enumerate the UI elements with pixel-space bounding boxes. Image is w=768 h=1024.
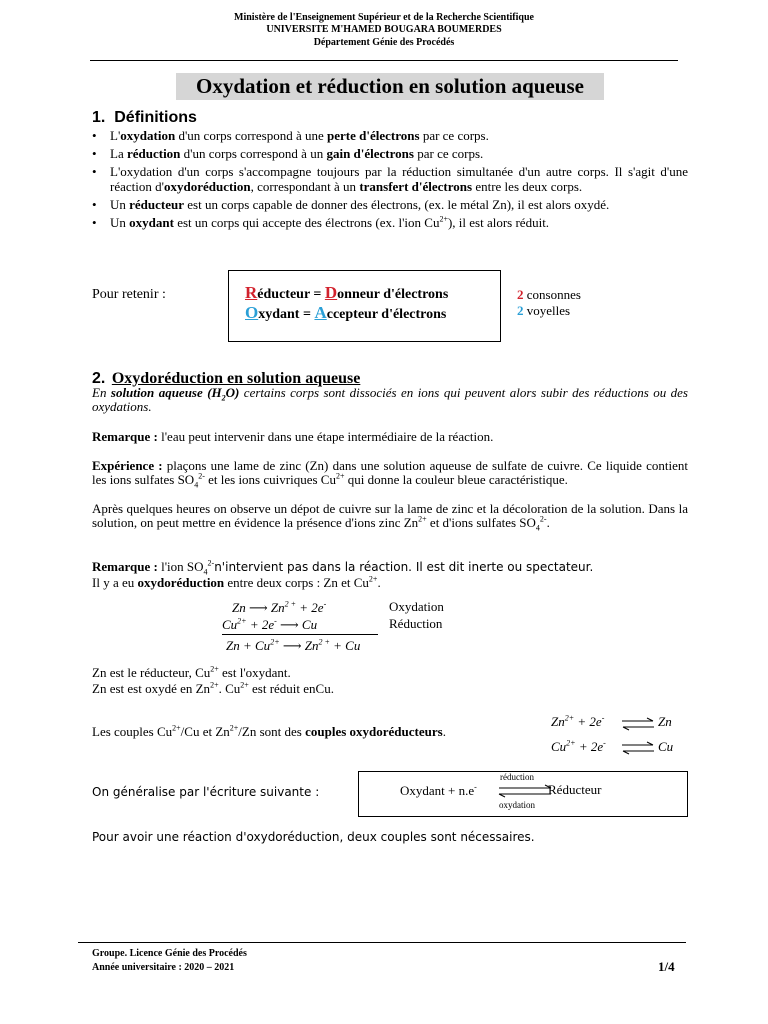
general-equation-box xyxy=(358,771,688,817)
label-oxydation: Oxydation xyxy=(389,599,444,614)
footer-group: Groupe. Licence Génie des Procédés xyxy=(92,948,247,959)
couple-zn-product: Zn xyxy=(658,714,672,729)
equation-oxydation: Zn ⟶ $Zn^{2 +} + 2e^-$ xyxy=(232,599,327,615)
definition-oxydant: • Un oxydant est un corps qui accepte des électrons (ex. l'ion $Cu^{2+}$), il est alors réduit. xyxy=(92,215,688,230)
couple-cu-equation: $Cu^{2+} + 2e^-$ xyxy=(551,738,606,754)
section-1-title: Définitions xyxy=(114,109,197,126)
definition-oxydoreduction: • L'oxydation d'un corps s'accompagne toujours par la réduction simultanée d'un autre corps. Il s'agit d'une réaction d'oxydoréduction, correspondant à un transfert d'électrons entre les deux corps. xyxy=(92,164,688,194)
equilibrium-arrow-icon xyxy=(620,741,656,755)
general-arrow-bottom-label: oxydation xyxy=(499,800,535,810)
section-2-number: 2. xyxy=(92,370,106,387)
definitions-list xyxy=(92,128,688,233)
equation-sum-rule xyxy=(222,634,378,635)
apres-paragraph: Après quelques heures on observe un dépot de cuivre sur la lame de zinc et la décoloration de la solution. Dans la solution, on peut mettre en évidence la présence d'ions zinc $Zn^{2+}$ et d'ions sulfates $SO_4^{2-}$. xyxy=(92,501,688,533)
label-reduction: Réduction xyxy=(389,616,443,631)
general-arrow-top-label: réduction xyxy=(500,772,534,782)
section-1-number: 1. xyxy=(92,109,106,126)
retenir-line-reducteur: Réducteur = Donneur d'électrons xyxy=(245,283,449,302)
equilibrium-arrow-icon xyxy=(497,784,553,798)
retenir-box xyxy=(228,270,501,342)
definition-reduction: • La réduction d'un corps correspond à un gain d'électrons par ce corps. xyxy=(92,146,688,161)
equilibrium-arrow-icon xyxy=(620,717,656,731)
remarque-eau: Remarque : l'eau peut intervenir dans une étape intermédiaire de la réaction. xyxy=(92,429,494,444)
header-ministry: Ministère de l'Enseignement Supérieur et de la Recherche Scientifique xyxy=(234,12,534,23)
page-title: Oxydation et réduction en solution aqueuse xyxy=(176,73,604,100)
header-rule xyxy=(90,60,678,61)
zn-reducteur-line: Zn est le réducteur, $Cu^{2+}$ est l'oxydant. xyxy=(92,664,291,680)
section-2-title: Oxydoréduction en solution aqueuse xyxy=(111,370,361,387)
equation-bilan: $Zn + Cu^{2+}$ ⟶ $Zn^{2 +} + Cu$ xyxy=(226,637,361,653)
section-2-intro: En solution aqueuse $(H_2O)$ certains corps sont dissociés en ions qui peuvent alors subir des réductions ou des oxydations. xyxy=(92,385,688,414)
equation-reduction: $Cu^{2+} + 2e^-$ ⟶ Cu xyxy=(222,616,318,632)
section-1-heading xyxy=(92,109,197,127)
header-university: UNIVERSITE M'HAMED BOUGARA BOUMERDES xyxy=(266,24,502,35)
retenir-voyelles: 2 voyelles xyxy=(517,303,571,318)
footer-year: Année universitaire : 2020 – 2021 xyxy=(92,962,235,973)
experience-paragraph: Expérience : plaçons une lame de zinc (Zn) dans une solution aqueuse de sulfate de cuivre. Ce liquide contient les ions sulfates $SO_4^{2-}$ et les ions cuivriques $Cu^{2+}$ qui donne la couleur bleue caractéristique. xyxy=(92,458,688,490)
generalise-text: On généralise par l'écriture suivante : xyxy=(92,785,320,799)
general-right: Réducteur xyxy=(548,782,602,797)
definition-oxydation: • L'oxydation d'un corps correspond à une perte d'électrons par ce corps. xyxy=(92,128,688,143)
couple-zn-equation: $Zn^{2+} + 2e^-$ xyxy=(551,713,605,729)
header-department: Département Génie des Procédés xyxy=(313,37,455,48)
general-left: Oxydant + n.e- xyxy=(400,782,477,798)
retenir-line-oxydant: Oxydant = Accepteur d'électrons xyxy=(245,303,447,322)
definition-reducteur: • Un réducteur est un corps capable de donner des électrons, (ex. le métal Zn), il est alors oxydé. xyxy=(92,197,688,212)
zn-oxyde-line: Zn est est oxydé en $Zn^{2+}$. $Cu^{2+}$ est réduit enCu. xyxy=(92,680,334,696)
retenir-consonnes: 2 consonnes xyxy=(517,287,581,302)
page-number: 1/4 xyxy=(658,959,675,974)
remarque-spectateur: Remarque : l'ion $SO_4^{2-}n'intervient$ pas dans la réaction. Il est dit inerte ou spectateur. xyxy=(92,558,594,577)
conclusion-text: Pour avoir une réaction d'oxydoréduction, deux couples sont nécessaires. xyxy=(92,830,535,844)
footer-rule xyxy=(78,942,686,943)
retenir-label: Pour retenir : xyxy=(92,287,166,302)
couples-line: Les couples $Cu^{2+}/Cu$ et $Zn^{2+}/Zn$ sont des couples oxydoréducteurs. xyxy=(92,723,446,739)
couple-cu-product: Cu xyxy=(658,739,674,754)
il-y-a-eu: Il y a eu oxydoréduction entre deux corps : Zn et $Cu^{2+}$. xyxy=(92,574,381,590)
